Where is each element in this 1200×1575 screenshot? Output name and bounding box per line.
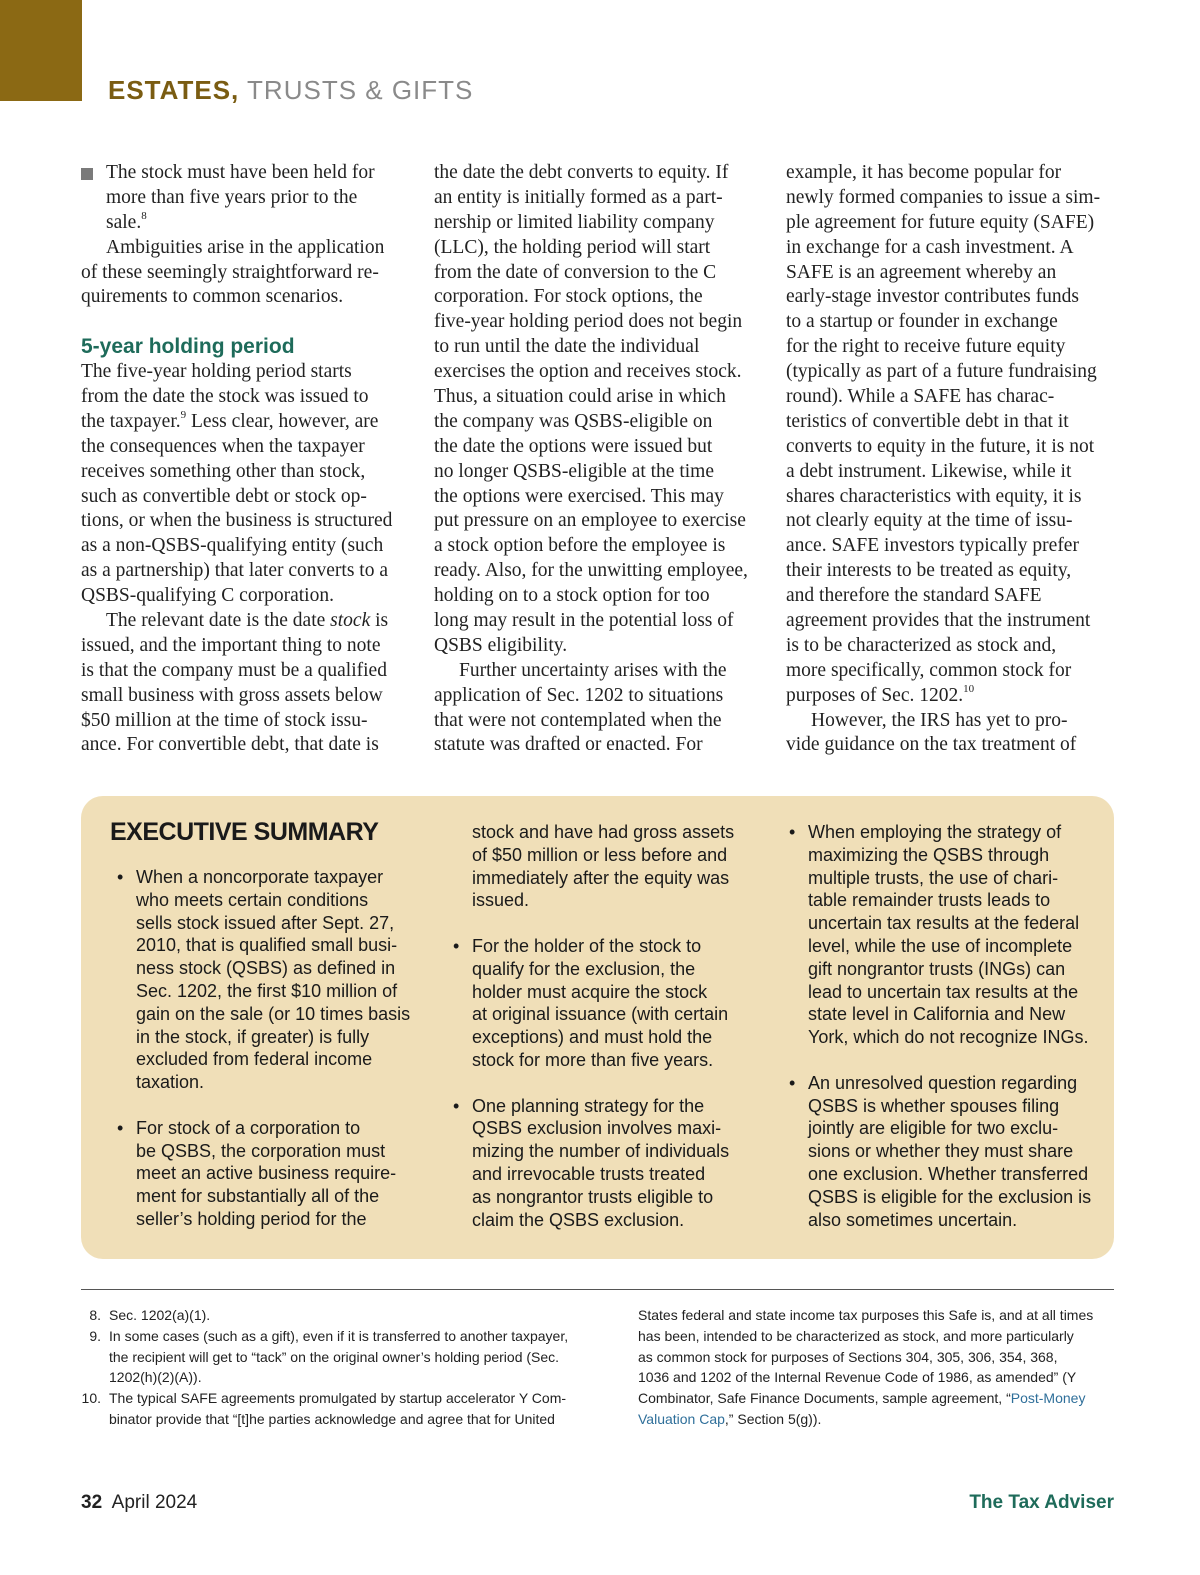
text-line: is to be characterized as stock and, <box>786 634 1057 656</box>
text-line: corporation. For stock options, the <box>434 286 703 308</box>
executive-summary-column-2: stock and have had gross assets of $50 million or less before and immediately after the equity was issued. • For the holder of the stock to qualify for the exclusion, the holder must acquire the stock at original issuance (with certain exceptions) and must hold the stock for more than five years. • One planning strategy for the QSBS exclusion involves maxi- mizing the number of individuals and irrevocable trusts treated as nongrantor trusts eligible to claim the QSBS exclusion. <box>453 822 735 1230</box>
footnote-ref-10[interactable]: 10 <box>963 682 975 695</box>
text-line: early-stage investor contributes funds <box>786 286 1079 308</box>
text-line: (typically as part of a future fundraising <box>786 361 1097 383</box>
text-line: $50 million at the time of stock issu- <box>81 709 368 731</box>
summary-bullet: • When employing the strategy of <box>789 822 1062 842</box>
text-line: from the date of conversion to the C <box>434 261 717 283</box>
text-line: ple agreement for future equity (SAFE) <box>786 211 1095 233</box>
bullet-dot-icon: • <box>117 867 124 887</box>
text-line: from the date the stock was issued to <box>81 386 369 408</box>
section-header-bold: ESTATES, <box>108 75 240 105</box>
summary-bullet: • When a noncorporate taxpayer <box>117 867 384 887</box>
issue-date: April 2024 <box>111 1492 198 1513</box>
article-column-2 <box>434 161 764 758</box>
requirement-bullet: The stock must have been held for <box>81 161 411 186</box>
text-line: and therefore the standard SAFE <box>786 585 1042 607</box>
text-line: issued, and the important thing to note <box>81 634 381 656</box>
text-line: more specifically, common stock for <box>786 659 1072 681</box>
text-line: QSBS eligibility. <box>434 634 568 656</box>
text-line: in exchange for a cash investment. A <box>786 236 1074 258</box>
section-header-light: TRUSTS & GIFTS <box>247 75 474 105</box>
text-line: SAFE is an agreement whereby an <box>786 261 1057 283</box>
text-line: the date the options were issued but <box>434 435 713 457</box>
bullet-dot-icon: • <box>789 1072 796 1093</box>
text-line: small business with gross assets below <box>81 684 383 706</box>
summary-bullet: • One planning strategy for the <box>453 1095 705 1116</box>
text-line: vide guidance on the tax treatment of <box>786 734 1077 756</box>
text-line: converts to equity in the future, it is not <box>786 435 1095 457</box>
text-line: However, the IRS has yet to pro- <box>811 709 1068 731</box>
text-line: no longer QSBS-eligible at the time <box>434 460 714 482</box>
text-line: a stock option before the employee is <box>434 535 726 557</box>
text-line: five-year holding period does not begin <box>434 311 743 333</box>
text-line: exercises the option and receives stock. <box>434 361 742 383</box>
text-line: put pressure on an employee to exercise <box>434 510 746 532</box>
text-line: Thus, a situation could arise in which <box>434 386 726 408</box>
text-line: for the right to receive future equity <box>786 336 1066 358</box>
text-line: Further uncertainty arises with the <box>459 659 727 681</box>
text-line: the consequences when the taxpayer <box>81 435 365 457</box>
text-line: the taxpayer.$^9$ Less clear, however, are <box>81 408 379 432</box>
footnote-divider <box>81 1289 1114 1290</box>
footnotes-column-1: 8. Sec. 1202(a)(1). 9. In some cases (such as a gift), even if it is transferred to another taxpayer, the recipient will get to “tack” on the original owner’s holding period (Sec. 1202(h)(2)(A)). 10. The typical SAFE agreements promulgated by startup accelerator Y Com- binator provide that “[t]he parties acknowledge and agree that for United <box>81 1307 569 1427</box>
text-line: as a non-QSBS-qualifying entity (such <box>81 535 384 557</box>
text-line: is that the company must be a qualified <box>81 659 387 681</box>
footnote-ref-8[interactable]: 8 <box>141 209 147 222</box>
executive-summary-column-1: • When a noncorporate taxpayer who meets certain conditions sells stock issued after Sept. 27, 2010, that is qualified small busi- ness stock (QSBS) as defined in Sec. 1202, the first $10 million of gain on the sale (or 10 times basis in the stock, if greater) is fully excluded from federal income taxation. • For stock of a corporation to be QSBS, the corporation must meet an active business require- ment for substantially all of the seller’s holding period for the <box>117 867 411 1229</box>
executive-summary-column-3: • When employing the strategy of maximizing the QSBS through multiple trusts, the use of chari- table remainder trusts leads to uncertain tax results at the federal level, while the use of incomplete gift nongrantor trusts (INGs) can lead to uncertain tax results at the state level in California and New York, which do not recognize INGs. • An unresolved question regarding QSBS is whether spouses filing jointly are eligible for two exclu- sions or whether they must share one exclusion. Whether transferred QSBS is eligible for the exclusion is also sometimes uncertain. <box>789 822 1092 1230</box>
text-line: to a startup or founder in exchange <box>786 311 1058 333</box>
bullet-dot-icon: • <box>453 935 460 956</box>
text-line: ready. Also, for the unwitting employee, <box>434 560 748 582</box>
text-line: ance. SAFE investors typically prefer <box>786 535 1079 557</box>
text-line: that were not contemplated when the <box>434 709 722 731</box>
text-line: as a partnership) that later converts to a <box>81 560 389 582</box>
text-line: purposes of Sec. 1202.10 <box>786 682 975 706</box>
text-line: the date the debt converts to equity. If <box>434 162 729 183</box>
text-line: Ambiguities arise in the application <box>106 236 385 258</box>
text-line: not clearly equity at the time of issu- <box>786 510 1073 532</box>
text-line: The relevant date is the date stock is <box>106 610 389 632</box>
footnote-8: 8. Sec. 1202(a)(1). <box>89 1307 211 1323</box>
text-line: to run until the date the individual <box>434 336 700 358</box>
text-line: holding on to a stock option for too <box>434 585 710 607</box>
executive-summary-title: EXECUTIVE SUMMARY <box>110 818 379 846</box>
text-line: agreement provides that the instrument <box>786 610 1091 632</box>
square-bullet-icon <box>81 168 93 180</box>
text-line: application of Sec. 1202 to situations <box>434 684 724 706</box>
publication-name: The Tax Adviser <box>969 1492 1114 1513</box>
text-line: shares characteristics with equity, it is <box>786 485 1082 507</box>
text-line: ance. For convertible debt, that date is <box>81 734 379 756</box>
footnote-9: 9. In some cases (such as a gift), even if it is transferred to another taxpayer, <box>89 1327 569 1344</box>
text-line: the options were exercised. This may <box>434 485 724 507</box>
bullet-dot-icon: • <box>117 1117 124 1138</box>
article-column-1 <box>81 161 411 758</box>
page-number: 32 <box>81 1492 103 1513</box>
text-line: round). While a SAFE has charac- <box>786 386 1055 408</box>
text-line: QSBS-qualifying C corporation. <box>81 585 334 607</box>
text-line: receives something other than stock, <box>81 460 366 482</box>
summary-bullet: • For the holder of the stock to <box>453 935 702 956</box>
text-line: of these seemingly straightforward re- <box>81 261 379 283</box>
text-line: The five-year holding period starts <box>81 361 352 383</box>
text-line: sale.$^8$ <box>106 209 147 233</box>
text-line: teristics of convertible debt in that it <box>786 410 1069 432</box>
text-line: (LLC), the holding period will start <box>434 236 711 258</box>
text-line: long may result in the potential loss of <box>434 610 734 632</box>
text-line: example, it has become popular for <box>786 162 1062 183</box>
text-line: more than five years prior to the <box>106 186 358 208</box>
summary-bullet: • For stock of a corporation to <box>117 1117 361 1138</box>
page-footer-left <box>81 1492 197 1514</box>
text-line: a debt instrument. Likewise, while it <box>786 460 1072 482</box>
bullet-dot-icon: • <box>453 1095 460 1116</box>
text-line: such as convertible debt or stock op- <box>81 485 367 507</box>
bullet-dot-icon: • <box>789 822 796 842</box>
text-line: quirements to common scenarios. <box>81 286 344 308</box>
text-line: their interests to be treated as equity, <box>786 560 1072 582</box>
text-line: statute was drafted or enacted. For <box>434 734 703 756</box>
summary-bullet: • An unresolved question regarding <box>789 1072 1078 1093</box>
valuation-cap-link[interactable]: Valuation Cap <box>638 1410 725 1427</box>
article-column-3 <box>786 161 1116 758</box>
text-line: newly formed companies to issue a sim- <box>786 186 1101 208</box>
text-line: an entity is initially formed as a part- <box>434 186 723 208</box>
corner-color-block <box>0 0 82 101</box>
text-line: tions, or when the business is structured <box>81 510 393 532</box>
text-line: nership or limited liability company <box>434 211 715 233</box>
post-money-link[interactable]: Post-Money <box>1010 1390 1086 1407</box>
subheading-holding-period: 5-year holding period <box>81 335 295 359</box>
footnote-ref-9[interactable]: 9 <box>180 408 187 421</box>
footnotes-column-2: States federal and state income tax purposes this Safe is, and at all times has been, intended to be characterized as stock, and more particularly as common stock for purposes of Sections 304, 305, 306, 354, 368, 1036 and 1202 of the Internal Revenue Code of 1986, as amended” (Y Combinator, Safe Finance Documents, sample agreement, “Post-Money Valuation Cap,” Section 5(g)). <box>638 1307 1094 1427</box>
text-line: the company was QSBS-eligible on <box>434 410 713 432</box>
section-header <box>108 74 473 106</box>
footnote-10: 10. The typical SAFE agreements promulgated by startup accelerator Y Com- <box>81 1390 567 1407</box>
